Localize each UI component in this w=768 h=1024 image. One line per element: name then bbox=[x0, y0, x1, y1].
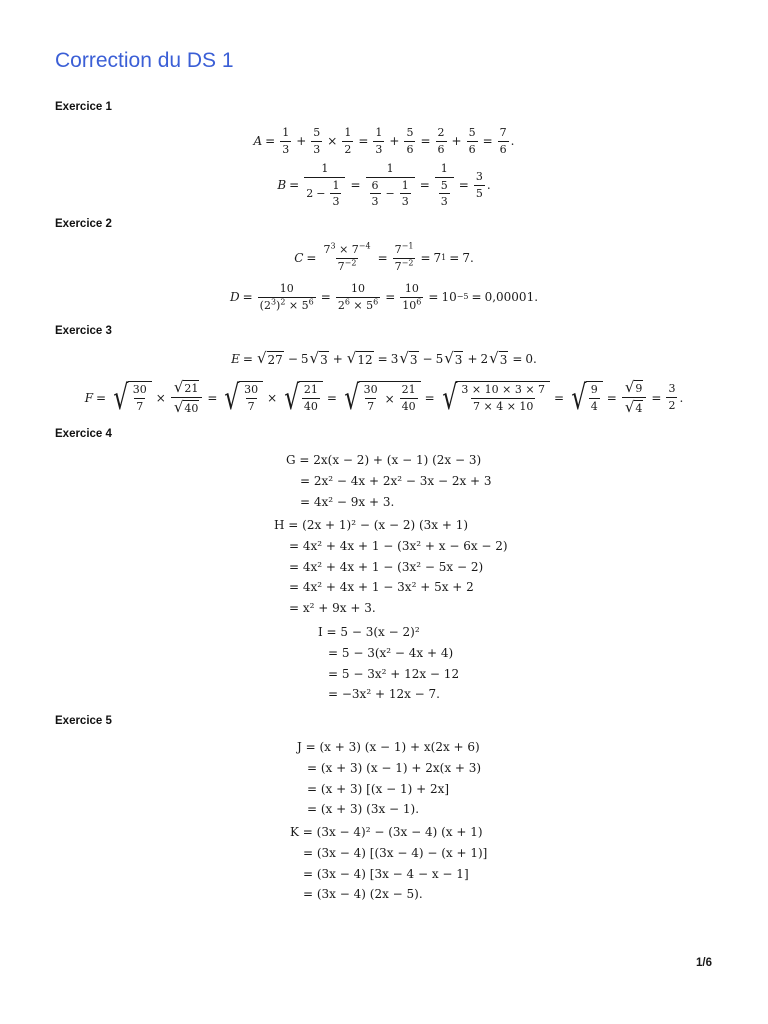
equation-line: = (x + 3) (3x − 1). bbox=[307, 802, 420, 817]
equation-line: G = 2x(x − 2) + (x − 1) (2x − 3) bbox=[286, 453, 482, 467]
equation-line: = −3x² + 12x − 7. bbox=[328, 687, 440, 702]
equation-line: = 4x² + 4x + 1 − 3x² + 5x + 2 bbox=[289, 580, 474, 595]
equation-line: H = (2x + 1)² − (x − 2) (3x + 1) bbox=[274, 518, 469, 532]
equation-A: A = $\frac{1}{3}$ + $\frac{5}{3}$ × $\frac{1}{2}$ = $\frac{1}{3}$ + $\frac{5}{6}$ = $\frac{2}{6}$ + $\frac{5}{6}$ = $\frac{7}{6}$ . bbox=[253, 126, 515, 156]
equation-line: = 4x² + 4x + 1 − (3x² + x − 6x − 2) bbox=[289, 538, 508, 553]
exercise-2-heading: Exercice 2 bbox=[55, 218, 112, 230]
equation-line: = x² + 9x + 3. bbox=[289, 601, 376, 616]
equation-line: = 2x² − 4x + 2x² − 3x − 2x + 3 bbox=[300, 473, 492, 488]
page-title: Correction du DS 1 bbox=[55, 49, 234, 72]
equation-line: J = (x + 3) (x − 1) + x(2x + 6) bbox=[297, 740, 480, 754]
exercise-1-heading: Exercice 1 bbox=[55, 101, 112, 113]
equation-line: = 5 − 3(x² − 4x + 4) bbox=[328, 645, 454, 660]
equation-line: = 5 − 3x² + 12x − 12 bbox=[328, 666, 460, 681]
exercise-4-heading: Exercice 4 bbox=[55, 428, 112, 440]
equation-line: = 4x² − 9x + 3. bbox=[300, 494, 395, 509]
equation-line: = 4x² + 4x + 1 − (3x² − 5x − 2) bbox=[289, 559, 484, 574]
exercise-3-heading: Exercice 3 bbox=[55, 325, 112, 337]
page-number: 1/6 bbox=[696, 957, 712, 969]
equation-B: B = 1 2 − $\frac{1}{3}$ = 1 $\frac{6}{3}$ − $\frac{1}{3}$ = $\frac{1}{\frac{5}{3}}$ = $\frac{3}{5}$ . bbox=[277, 162, 491, 209]
equation-line: = (3x − 4) [3x − 4 − x − 1] bbox=[303, 866, 469, 881]
equation-line: I = 5 − 3(x − 2)² bbox=[318, 625, 420, 639]
equation-F: F = √ $\frac{30}{7}$ × √ 21 √ 40 = √ $\frac{30}{7}$ × √ $\frac{21}{40}$ = √ $\frac{30}{7}$ × $\frac{21}{40}$ = √ $\frac{3 \times 10 \times 3 \times 7}{7 \times 4 \times 10}$ = √ $\frac{9}{4}$ = √ 9 √ 4 = $\frac{3}{2}$ . bbox=[84, 377, 684, 418]
equation-line: = (x + 3) (x − 1) + 2x(x + 3) bbox=[307, 760, 482, 775]
equation-G bbox=[286, 450, 492, 512]
equation-H bbox=[274, 515, 508, 619]
equation-I bbox=[318, 622, 459, 705]
exercise-5-heading: Exercice 5 bbox=[55, 715, 112, 727]
equation-K bbox=[290, 822, 487, 905]
equation-J bbox=[297, 737, 481, 820]
equation-C: C = $\frac{7^3 \times 7^{-4}}{7^{-2}}$ = $\frac{7^{-1}}{7^{-2}}$ = 7 1 = 7. bbox=[294, 241, 474, 273]
equation-line: = (3x − 4) [(3x − 4) − (x + 1)] bbox=[303, 845, 488, 860]
equation-line: K = (3x − 4)² − (3x − 4) (x + 1) bbox=[290, 825, 483, 839]
equation-line: = (3x − 4) (2x − 5). bbox=[303, 887, 423, 902]
equation-line: = (x + 3) [(x − 1) + 2x] bbox=[307, 781, 450, 796]
equation-D: D = $\frac{10}{(2^3)^2 \times 5^6}$ = $\frac{10}{2^6 \times 5^6}$ = $\frac{10}{10^6}$ = 10 −5 = 0,00001. bbox=[229, 282, 539, 312]
equation-E: E = √ 27 − 5 √ 3 + √ 12 = 3 √ 3 − 5 √ 3 + 2 √ 3 = 0. bbox=[231, 349, 537, 367]
